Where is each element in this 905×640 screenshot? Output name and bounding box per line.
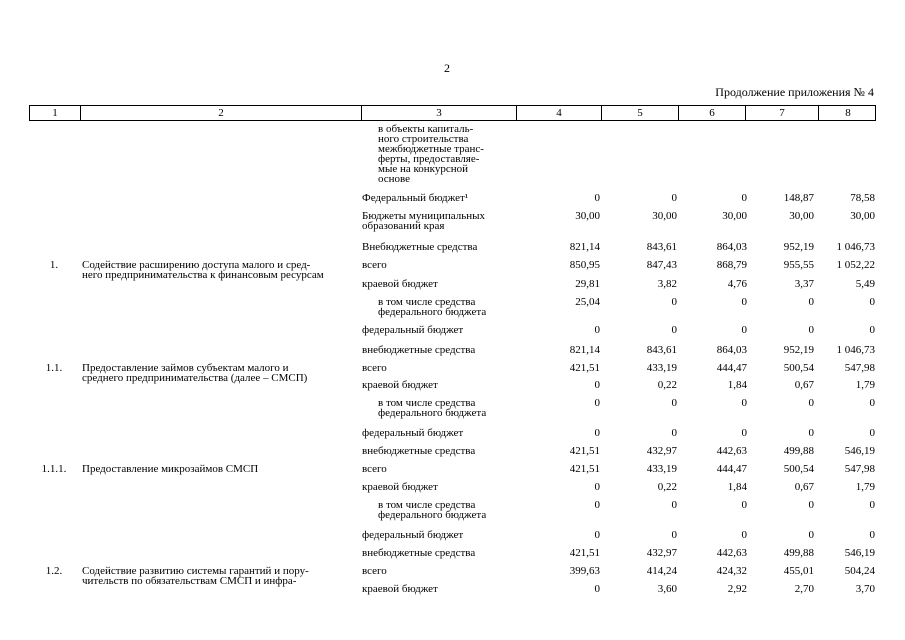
funding-source: всего [362,565,387,577]
value-cell-col-5: 0,22 [657,379,677,391]
row-number: 1.1.1. [41,463,67,475]
value-cell-col-5: 433,19 [646,362,677,374]
funding-source: Федеральный бюджет¹ [362,192,469,204]
funding-source: краевой бюджет [362,379,438,391]
table-header [29,105,876,121]
value-cell-col-5: 847,43 [646,259,677,271]
value-cell-col-6: 442,63 [716,445,747,457]
value-cell-col-7: 0,67 [794,481,814,493]
value-cell-col-8: 547,98 [844,463,875,475]
value-cell-col-8: 0 [869,296,875,308]
value-cell-col-7: 0 [808,397,814,409]
value-cell-col-4: 0 [594,192,600,204]
funding-source: внебюджетные средства [362,547,476,559]
header-col-6: 6 [678,106,745,120]
value-cell-col-8: 78,58 [850,192,875,204]
value-cell-col-7: 3,37 [794,278,814,290]
value-cell-col-8: 1,79 [855,379,875,391]
value-cell-col-4: 30,00 [575,210,600,222]
value-cell-col-7: 0 [808,529,814,541]
value-cell-col-6: 424,32 [716,565,747,577]
value-cell-col-6: 0 [741,296,747,308]
funding-source: краевой бюджет [362,583,438,595]
value-cell-col-4: 0 [594,583,600,595]
value-cell-col-5: 414,24 [646,565,677,577]
value-cell-col-8: 3,70 [855,583,875,595]
row-number: 1.1. [45,362,63,374]
value-cell-col-7: 0 [808,324,814,336]
header-col-8: 8 [818,106,877,120]
value-cell-col-8: 504,24 [844,565,875,577]
value-cell-col-6: 1,84 [727,481,747,493]
value-cell-col-6: 4,76 [727,278,747,290]
activity-name: Предоставление микрозаймов СМСП [82,463,259,475]
value-cell-col-8: 0 [869,397,875,409]
value-cell-col-7: 499,88 [783,445,814,457]
value-cell-col-4: 421,51 [569,547,600,559]
value-cell-col-5: 30,00 [652,210,677,222]
value-cell-col-8: 1,79 [855,481,875,493]
value-cell-col-6: 444,47 [716,463,747,475]
funding-source: федеральный бюджет [362,427,464,439]
value-cell-col-5: 433,19 [646,463,677,475]
value-cell-col-5: 0 [671,192,677,204]
value-cell-col-8: 546,19 [844,445,875,457]
funding-source: в объекты капиталь- ного строительства межбюджетные транс- ферты, предоставляе- мые на конкурсной основе [378,123,484,185]
value-cell-col-5: 0 [671,499,677,511]
value-cell-col-5: 0,22 [657,481,677,493]
value-cell-col-4: 421,51 [569,463,600,475]
value-cell-col-6: 0 [741,192,747,204]
value-cell-col-7: 952,19 [783,241,814,253]
funding-source: федеральный бюджет [362,324,464,336]
value-cell-col-8: 30,00 [850,210,875,222]
value-cell-col-4: 850,95 [569,259,600,271]
value-cell-col-6: 864,03 [716,241,747,253]
value-cell-col-5: 0 [671,324,677,336]
value-cell-col-6: 30,00 [722,210,747,222]
funding-source: краевой бюджет [362,278,438,290]
value-cell-col-6: 864,03 [716,344,747,356]
value-cell-col-4: 0 [594,397,600,409]
funding-source: краевой бюджет [362,481,438,493]
value-cell-col-5: 0 [671,397,677,409]
value-cell-col-4: 29,81 [575,278,600,290]
value-cell-col-6: 868,79 [716,259,747,271]
value-cell-col-6: 1,84 [727,379,747,391]
row-number: 1.2. [45,565,63,577]
value-cell-col-7: 30,00 [789,210,814,222]
value-cell-col-5: 0 [671,427,677,439]
value-cell-col-5: 3,82 [657,278,677,290]
value-cell-col-6: 2,92 [727,583,747,595]
row-number: 1. [49,259,59,271]
header-col-5: 5 [601,106,678,120]
continuation-label: Продолжение приложения № 4 [715,85,874,99]
value-cell-col-4: 0 [594,427,600,439]
header-col-7: 7 [745,106,818,120]
funding-source: Бюджеты муниципальных образований края [362,210,486,232]
value-cell-col-4: 421,51 [569,445,600,457]
value-cell-col-8: 0 [869,529,875,541]
value-cell-col-4: 821,14 [569,344,600,356]
value-cell-col-6: 0 [741,529,747,541]
funding-source: внебюджетные средства [362,344,476,356]
funding-source: федеральный бюджет [362,529,464,541]
value-cell-col-6: 0 [741,499,747,511]
value-cell-col-7: 0 [808,296,814,308]
value-cell-col-4: 399,63 [569,565,600,577]
funding-source: всего [362,463,387,475]
page-number: 2 [444,61,450,75]
value-cell-col-7: 455,01 [783,565,814,577]
value-cell-col-7: 2,70 [794,583,814,595]
value-cell-col-8: 1 052,22 [836,259,875,271]
value-cell-col-5: 3,60 [657,583,677,595]
activity-name: Предоставление займов субъектам малого и среднего предпринимательства (далее – СМСП) [82,362,308,384]
header-col-3: 3 [361,106,516,120]
funding-source: Внебюджетные средства [362,241,478,253]
value-cell-col-4: 0 [594,481,600,493]
value-cell-col-7: 0 [808,427,814,439]
value-cell-col-7: 0,67 [794,379,814,391]
value-cell-col-4: 821,14 [569,241,600,253]
header-col-4: 4 [516,106,601,120]
header-col-2: 2 [80,106,361,120]
value-cell-col-7: 0 [808,499,814,511]
value-cell-col-5: 843,61 [646,344,677,356]
value-cell-col-6: 442,63 [716,547,747,559]
value-cell-col-4: 0 [594,499,600,511]
funding-source: внебюджетные средства [362,445,476,457]
value-cell-col-7: 500,54 [783,362,814,374]
funding-source: в том числе средства федерального бюджета [378,296,487,318]
value-cell-col-8: 1 046,73 [836,344,875,356]
value-cell-col-8: 547,98 [844,362,875,374]
value-cell-col-4: 0 [594,529,600,541]
value-cell-col-7: 499,88 [783,547,814,559]
value-cell-col-7: 955,55 [783,259,814,271]
funding-source: в том числе средства федерального бюджета [378,499,487,521]
value-cell-col-6: 0 [741,324,747,336]
value-cell-col-6: 444,47 [716,362,747,374]
value-cell-col-5: 432,97 [646,547,677,559]
value-cell-col-6: 0 [741,397,747,409]
value-cell-col-8: 0 [869,324,875,336]
value-cell-col-5: 0 [671,529,677,541]
value-cell-col-8: 5,49 [855,278,875,290]
value-cell-col-7: 148,87 [783,192,814,204]
value-cell-col-4: 0 [594,324,600,336]
funding-source: в том числе средства федерального бюджета [378,397,487,419]
value-cell-col-8: 0 [869,499,875,511]
value-cell-col-7: 500,54 [783,463,814,475]
activity-name: Содействие расширению доступа малого и сред- него предпринимательства к финансовым ресурсам [82,259,324,281]
value-cell-col-6: 0 [741,427,747,439]
value-cell-col-8: 546,19 [844,547,875,559]
value-cell-col-4: 25,04 [575,296,600,308]
value-cell-col-8: 1 046,73 [836,241,875,253]
value-cell-col-7: 952,19 [783,344,814,356]
header-col-1: 1 [52,107,58,119]
value-cell-col-5: 432,97 [646,445,677,457]
value-cell-col-4: 0 [594,379,600,391]
funding-source: всего [362,259,387,271]
funding-source: всего [362,362,387,374]
value-cell-col-5: 0 [671,296,677,308]
value-cell-col-4: 421,51 [569,362,600,374]
activity-name: Содействие развитию системы гарантий и пору- чительств по обязательствам СМСП и инфра- [82,565,309,587]
value-cell-col-5: 843,61 [646,241,677,253]
value-cell-col-8: 0 [869,427,875,439]
